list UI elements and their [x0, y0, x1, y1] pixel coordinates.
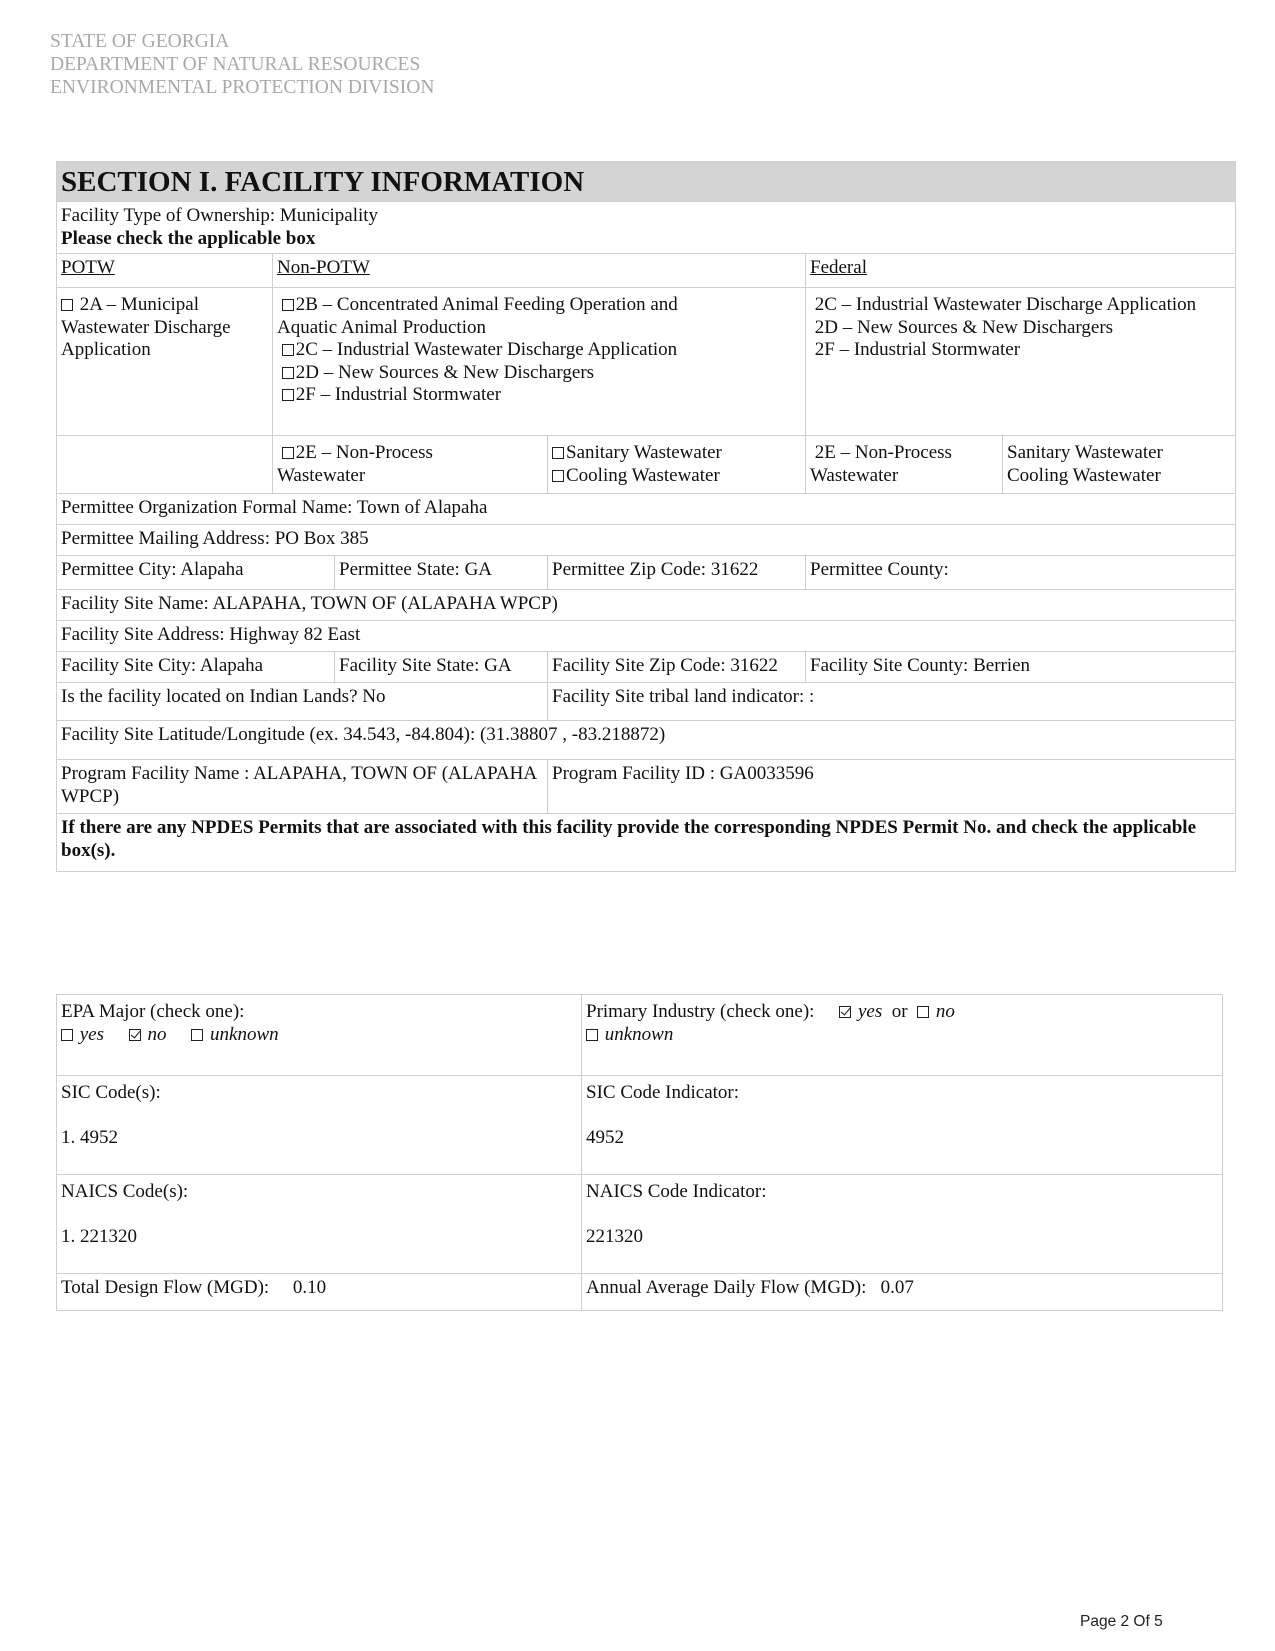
permittee-org-name: Permittee Organization Formal Name: Town of Alapaha [57, 494, 1236, 525]
agency-division: ENVIRONMENTAL PROTECTION DIVISION [50, 77, 435, 98]
option-2d: 2D – New Sources & New Dischargers [295, 361, 595, 383]
sic-indicator-cell [582, 1076, 1223, 1175]
facility-site-state: Facility Site State: GA [335, 652, 548, 683]
nonpotw-2e-cell [273, 436, 548, 494]
federal-heading-cell [806, 254, 1236, 288]
naics-indicator-label: NAICS Code Indicator: [586, 1181, 767, 1202]
potw-empty-cell [57, 436, 273, 494]
option-2a-line2: Wastewater Discharge [61, 316, 231, 338]
naics-indicator-value: 221320 [586, 1225, 643, 1247]
option-2e-line2: Wastewater [277, 464, 366, 486]
federal-option-2e-line2: Wastewater [810, 464, 899, 486]
option-2e: 2E – Non-Process [295, 442, 433, 463]
epa-major-unknown: unknown [210, 1023, 279, 1045]
facility-site-zip: Facility Site Zip Code: 31622 [548, 652, 806, 683]
permittee-county: Permittee County: [806, 556, 1236, 590]
permittee-zip: Permittee Zip Code: 31622 [548, 556, 806, 590]
primary-industry-no: no [935, 1001, 955, 1022]
checkbox-sanitary[interactable] [552, 447, 564, 459]
naics-indicator-cell [582, 1175, 1223, 1274]
nonpotw-heading-cell [273, 254, 806, 288]
primary-industry-label: Primary Industry (check one): [586, 1001, 815, 1022]
section-title: SECTION I. FACILITY INFORMATION [57, 162, 1236, 202]
checkbox-2f[interactable] [282, 389, 294, 401]
epa-major-yes-checkbox[interactable] [61, 1029, 73, 1041]
federal-heading: Federal [810, 257, 867, 278]
primary-industry-no-checkbox[interactable] [917, 1006, 929, 1018]
primary-industry-yes: yes [857, 1001, 883, 1022]
checkbox-2e[interactable] [282, 447, 294, 459]
potw-heading-cell [57, 254, 273, 288]
total-design-flow: Total Design Flow (MGD): 0.10 [57, 1274, 582, 1311]
sic-indicator-value: 4952 [586, 1126, 624, 1148]
option-2b-line2: Aquatic Animal Production [277, 316, 486, 338]
program-facility-name-cont: WPCP) [61, 785, 120, 807]
facility-site-name: Facility Site Name: ALAPAHA, TOWN OF (ALAPAHA WPCP) [57, 590, 1236, 621]
page-number: Page 2 Of 5 [1080, 1613, 1163, 1630]
checkbox-cooling[interactable] [552, 470, 564, 482]
option-2a-line3: Application [61, 339, 151, 360]
epa-major-no: no [147, 1023, 167, 1045]
primary-industry-unknown-checkbox[interactable] [586, 1029, 598, 1041]
federal-cooling: Cooling Wastewater [1007, 464, 1161, 486]
federal-option-2d: 2D – New Sources & New Dischargers [814, 316, 1114, 338]
federal-option-2c: 2C – Industrial Wastewater Discharge Application [814, 294, 1197, 315]
federal-option-2f: 2F – Industrial Stormwater [814, 339, 1021, 360]
federal-sanitary: Sanitary Wastewater [1007, 442, 1163, 463]
option-2b: 2B – Concentrated Animal Feeding Operation and [295, 294, 678, 315]
checkbox-2b[interactable] [282, 299, 294, 311]
option-2f: 2F – Industrial Stormwater [295, 384, 502, 405]
facility-lat-lon: Facility Site Latitude/Longitude (ex. 34.543, -84.804): (31.38807 , -83.218872) [57, 721, 1236, 760]
epa-major-cell [57, 995, 582, 1076]
option-cooling: Cooling Wastewater [566, 464, 720, 486]
primary-industry-yes-checkbox[interactable] [839, 1006, 851, 1018]
npdes-note: If there are any NPDES Permits that are associated with this facility provide the corresponding NPDES Permit No. and check the applicable box(s). [57, 814, 1236, 872]
primary-industry-or: or [891, 1001, 908, 1022]
agency-header [50, 30, 434, 99]
primary-industry-unknown: unknown [604, 1023, 674, 1045]
nonpotw-options [273, 288, 806, 436]
annual-average-daily-flow: Annual Average Daily Flow (MGD): 0.07 [582, 1274, 1223, 1311]
epa-major-unknown-checkbox[interactable] [191, 1029, 203, 1041]
classification-table [56, 994, 1223, 1311]
epa-major-no-checkbox[interactable] [129, 1029, 141, 1041]
federal-options [806, 288, 1236, 436]
epa-major-label: EPA Major (check one): [61, 1001, 245, 1022]
program-facility-id: Program Facility ID : GA0033596 [548, 760, 1236, 814]
nonpotw-heading: Non-POTW [277, 257, 370, 278]
federal-option-2e: 2E – Non-Process [814, 442, 952, 463]
program-facility-name: Program Facility Name : ALAPAHA, TOWN OF (ALAPAHA [61, 763, 538, 784]
epa-major-yes: yes [79, 1023, 105, 1045]
checkbox-2c[interactable] [282, 344, 294, 356]
ownership-cell [57, 202, 1236, 254]
facility-site-city: Facility Site City: Alapaha [57, 652, 335, 683]
check-instruction: Please check the applicable box [61, 227, 316, 249]
indian-lands: Is the facility located on Indian Lands? No [57, 683, 548, 721]
nonpotw-wastewater-cell [548, 436, 806, 494]
potw-heading: POTW [61, 257, 115, 278]
permittee-state: Permittee State: GA [335, 556, 548, 590]
checkbox-2a[interactable] [61, 299, 73, 311]
federal-wastewater-cell [1003, 436, 1236, 494]
ownership-type: Facility Type of Ownership: Municipality [61, 205, 379, 226]
agency-department: DEPARTMENT OF NATURAL RESOURCES [50, 54, 421, 75]
program-facility-name-cell [57, 760, 548, 814]
naics-codes-cell [57, 1175, 582, 1274]
facility-site-county: Facility Site County: Berrien [806, 652, 1236, 683]
naics-codes-label: NAICS Code(s): [61, 1181, 189, 1202]
option-sanitary: Sanitary Wastewater [566, 442, 722, 463]
sic-codes-label: SIC Code(s): [61, 1082, 161, 1103]
agency-state: STATE OF GEORGIA [50, 31, 230, 52]
facility-information-table [56, 161, 1236, 872]
facility-site-address: Facility Site Address: Highway 82 East [57, 621, 1236, 652]
tribal-land-indicator: Facility Site tribal land indicator: : [548, 683, 1236, 721]
primary-industry-cell [582, 995, 1223, 1076]
option-2a: 2A – Municipal [79, 294, 200, 315]
federal-2e-cell [806, 436, 1003, 494]
sic-codes-cell [57, 1076, 582, 1175]
option-2c: 2C – Industrial Wastewater Discharge Application [295, 339, 678, 360]
sic-indicator-label: SIC Code Indicator: [586, 1082, 740, 1103]
naics-code-value: 1. 221320 [61, 1225, 137, 1247]
checkbox-2d[interactable] [282, 367, 294, 379]
sic-code-value: 1. 4952 [61, 1126, 118, 1148]
permittee-mailing-address: Permittee Mailing Address: PO Box 385 [57, 525, 1236, 556]
potw-options [57, 288, 273, 436]
permittee-city: Permittee City: Alapaha [57, 556, 335, 590]
